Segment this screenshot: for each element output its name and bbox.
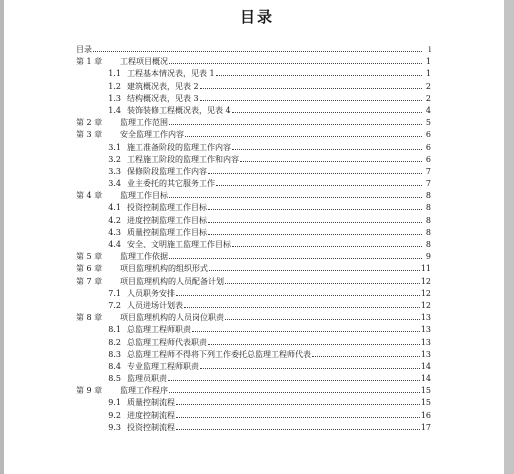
toc-entry-page: 13 [420, 313, 431, 323]
toc-entry-title: 监理工作目标 [120, 191, 168, 201]
dot-leader [192, 330, 420, 332]
toc-entry-title: 施工准备阶段的监理工作内容 [127, 142, 231, 152]
toc-entry[interactable] [76, 300, 431, 312]
dot-leader [208, 172, 422, 174]
toc-entry-number: 1.1 [108, 69, 121, 79]
toc-entry-page: 6 [425, 142, 431, 152]
toc-entry-number: 7.1 [108, 288, 121, 298]
toc-entry-number: 8.1 [108, 325, 121, 335]
toc-entry[interactable] [76, 129, 431, 141]
toc-entry-page: 6 [425, 130, 431, 140]
toc-entry[interactable] [76, 178, 431, 190]
toc-entry-title: 监理工作程序 [120, 386, 168, 396]
toc-entry[interactable] [76, 202, 431, 214]
dot-leader [208, 233, 422, 235]
dot-leader [200, 367, 420, 369]
dot-leader [93, 50, 422, 52]
toc-entry-number: 7.2 [108, 300, 121, 310]
dot-leader [169, 123, 422, 125]
toc-entry-number: 3.3 [108, 166, 121, 176]
toc-entry-page: 15 [420, 386, 431, 396]
toc-entry-page: 13 [420, 337, 431, 347]
toc-entry-page: 14 [420, 361, 431, 371]
toc-entry-page: 4 [425, 105, 431, 115]
toc-entry[interactable] [76, 410, 431, 422]
toc-entry-page: 8 [425, 240, 431, 249]
toc-entry-page: 13 [420, 325, 431, 335]
toc-entry-number: 1.2 [108, 81, 121, 91]
toc-entry-page: 2 [425, 81, 431, 91]
toc-entry-title: 总监理工程师代表职责 [127, 337, 207, 347]
toc-entry-page: 12 [420, 276, 431, 286]
toc-entry[interactable] [76, 288, 431, 300]
toc-entry[interactable] [76, 117, 431, 129]
toc-entry-page: 17 [420, 422, 431, 432]
toc-entry[interactable] [76, 312, 431, 324]
toc-entry-number: 9.2 [108, 410, 121, 420]
toc-entry-page: 13 [420, 349, 431, 359]
toc-entry-page: 7 [425, 166, 431, 176]
toc-entry-page: 12 [420, 288, 431, 298]
toc-entry-number: 第 1 章 [76, 57, 103, 67]
toc-entry-title: 总监理工程师职责 [127, 325, 191, 335]
dot-leader [169, 62, 422, 64]
toc-entry[interactable] [76, 105, 431, 117]
toc-entry-title: 安全监理工作内容 [120, 130, 184, 140]
page-title: 目录 [239, 8, 274, 26]
toc-entry-page: 8 [425, 215, 431, 225]
toc-entry-page: 7 [425, 179, 431, 189]
toc-entry-number: 第 5 章 [76, 252, 103, 262]
table-of-contents [76, 44, 431, 434]
toc-entry-title: 监理工作依据 [120, 252, 168, 262]
toc-entry-page: 5 [425, 118, 431, 128]
viewer-left-frame [0, 0, 4, 474]
toc-entry-number: 3.2 [108, 154, 121, 164]
toc-entry[interactable] [76, 142, 431, 154]
toc-entry[interactable] [76, 227, 431, 239]
toc-entry-page: i [428, 45, 431, 54]
toc-entry-number: 第 2 章 [76, 118, 103, 128]
toc-entry[interactable] [76, 93, 431, 105]
toc-entry-title: 项目监理机构的人员岗位职责 [120, 313, 224, 323]
toc-entry-page: 8 [425, 191, 431, 201]
toc-entry-number: 第 7 章 [76, 276, 103, 286]
toc-entry[interactable] [76, 324, 431, 336]
toc-entry-title: 监理员职责 [127, 374, 167, 384]
toc-entry-title: 业主委托的其它服务工作 [127, 179, 215, 189]
dot-leader [208, 343, 420, 345]
dot-leader [168, 379, 420, 381]
toc-entry-title: 工程施工阶段的监理工作和内容 [127, 154, 239, 164]
dot-leader [169, 196, 422, 198]
toc-entry-title: 安全、文明施工监理工作目标 [127, 240, 231, 249]
toc-entry-title: 结构概况表，见表 3 [127, 93, 199, 103]
dot-leader [209, 269, 420, 271]
toc-entry-number: 第 6 章 [76, 264, 103, 274]
toc-entry-number: 8.4 [108, 361, 121, 371]
toc-entry-title: 项目监理机构的组织形式 [120, 264, 208, 274]
toc-entry-page: 15 [420, 398, 431, 408]
toc-entry-number: 8.3 [108, 349, 121, 359]
toc-entry-title: 保修阶段监理工作内容 [127, 166, 207, 176]
toc-entry-title: 进度控制流程 [127, 410, 175, 420]
toc-entry[interactable] [76, 337, 431, 349]
dot-leader [240, 160, 422, 162]
dot-leader [176, 428, 420, 430]
dot-leader [225, 282, 420, 284]
toc-entry[interactable] [76, 81, 431, 93]
toc-entry[interactable] [76, 385, 431, 397]
toc-entry[interactable] [76, 166, 431, 178]
toc-entry-title: 监理工作范围 [120, 118, 168, 128]
dot-leader [216, 184, 422, 186]
toc-entry-page: 6 [425, 154, 431, 164]
toc-entry-page: 16 [420, 410, 431, 420]
dot-leader [169, 391, 420, 393]
toc-entry[interactable] [76, 349, 431, 361]
dot-leader [208, 221, 422, 223]
toc-entry-number: 3.1 [108, 142, 121, 152]
dot-leader [200, 87, 422, 89]
toc-entry[interactable] [76, 239, 431, 251]
toc-entry-page: 11 [420, 264, 431, 274]
toc-entry[interactable] [76, 215, 431, 227]
toc-entry-title: 人员职务安排 [127, 288, 175, 298]
toc-entry-number: 第 3 章 [76, 130, 103, 140]
dot-leader [176, 403, 420, 405]
toc-entry-title: 质量控制流程 [127, 398, 175, 408]
toc-entry-title: 装饰装修工程概况表，见表 4 [127, 105, 231, 115]
toc-entry[interactable] [76, 276, 431, 288]
dot-leader [232, 111, 422, 113]
toc-entry-number: 1.3 [108, 93, 121, 103]
toc-entry-number: 4.2 [108, 215, 121, 225]
toc-entry-number: 4.1 [108, 203, 121, 213]
dot-leader [312, 355, 420, 357]
toc-entry-title: 总监理工程师不得将下列工作委托总监理工程师代表 [127, 349, 311, 359]
dot-leader [176, 294, 420, 296]
toc-entry-page: 12 [420, 300, 431, 310]
toc-entry-title: 投资控制监理工作目标 [127, 203, 207, 213]
toc-entry-title: 工程项目概况 [120, 57, 168, 67]
viewer-scrollbar[interactable] [504, 0, 514, 474]
toc-entry[interactable] [76, 44, 431, 56]
toc-entry-title: 质量控制监理工作目标 [127, 227, 207, 237]
dot-leader [176, 416, 420, 418]
toc-entry[interactable] [76, 56, 431, 68]
toc-entry-page: 1 [425, 57, 431, 67]
toc-entry[interactable] [76, 68, 431, 80]
dot-leader [232, 245, 422, 247]
toc-entry[interactable] [76, 263, 431, 275]
dot-leader [184, 306, 420, 308]
dot-leader [169, 257, 422, 259]
toc-entry-number: 9.3 [108, 422, 121, 432]
dot-leader [185, 135, 422, 137]
toc-entry-page: 8 [425, 203, 431, 213]
toc-entry-page: 8 [425, 227, 431, 237]
toc-entry-number: 4.3 [108, 227, 121, 237]
toc-entry-number: 第 9 章 [76, 386, 103, 396]
toc-entry[interactable] [76, 373, 431, 385]
toc-entry[interactable] [76, 251, 431, 263]
toc-entry[interactable] [76, 397, 431, 409]
toc-entry-title: 投资控制流程 [127, 422, 175, 432]
toc-entry[interactable] [76, 422, 431, 434]
dot-leader [200, 99, 422, 101]
toc-entry-page: 9 [425, 252, 431, 262]
dot-leader [208, 208, 422, 210]
toc-entry-page: 2 [425, 93, 431, 103]
dot-leader [232, 148, 422, 150]
toc-entry-number: 3.4 [108, 179, 121, 189]
toc-entry[interactable] [76, 154, 431, 166]
toc-entry-title: 项目监理机构的人员配备计划 [120, 276, 224, 286]
toc-entry-number: 8.2 [108, 337, 121, 347]
toc-entry-page: 1 [425, 69, 431, 79]
toc-entry[interactable] [76, 190, 431, 202]
toc-entry-number: 9.1 [108, 398, 121, 408]
toc-entry-title: 专业监理工程师职责 [127, 361, 199, 371]
toc-entry-title: 进度控制监理工作目标 [127, 215, 207, 225]
toc-entry-number: 4.4 [108, 240, 121, 249]
toc-entry-number: 第 4 章 [76, 191, 103, 201]
toc-entry-number: 1.4 [108, 105, 121, 115]
toc-entry-page: 14 [420, 374, 431, 384]
toc-entry-title: 工程基本情况表，见表 1 [127, 69, 215, 79]
dot-leader [225, 318, 420, 320]
dot-leader [216, 74, 422, 76]
toc-entry-number: 8.5 [108, 374, 121, 384]
toc-entry-number: 第 8 章 [76, 313, 103, 323]
toc-entry-title: 人员进场计划表 [127, 300, 183, 310]
toc-entry-title: 目录 [76, 45, 92, 54]
toc-entry[interactable] [76, 361, 431, 373]
toc-entry-title: 建筑概况表，见表 2 [127, 81, 199, 91]
